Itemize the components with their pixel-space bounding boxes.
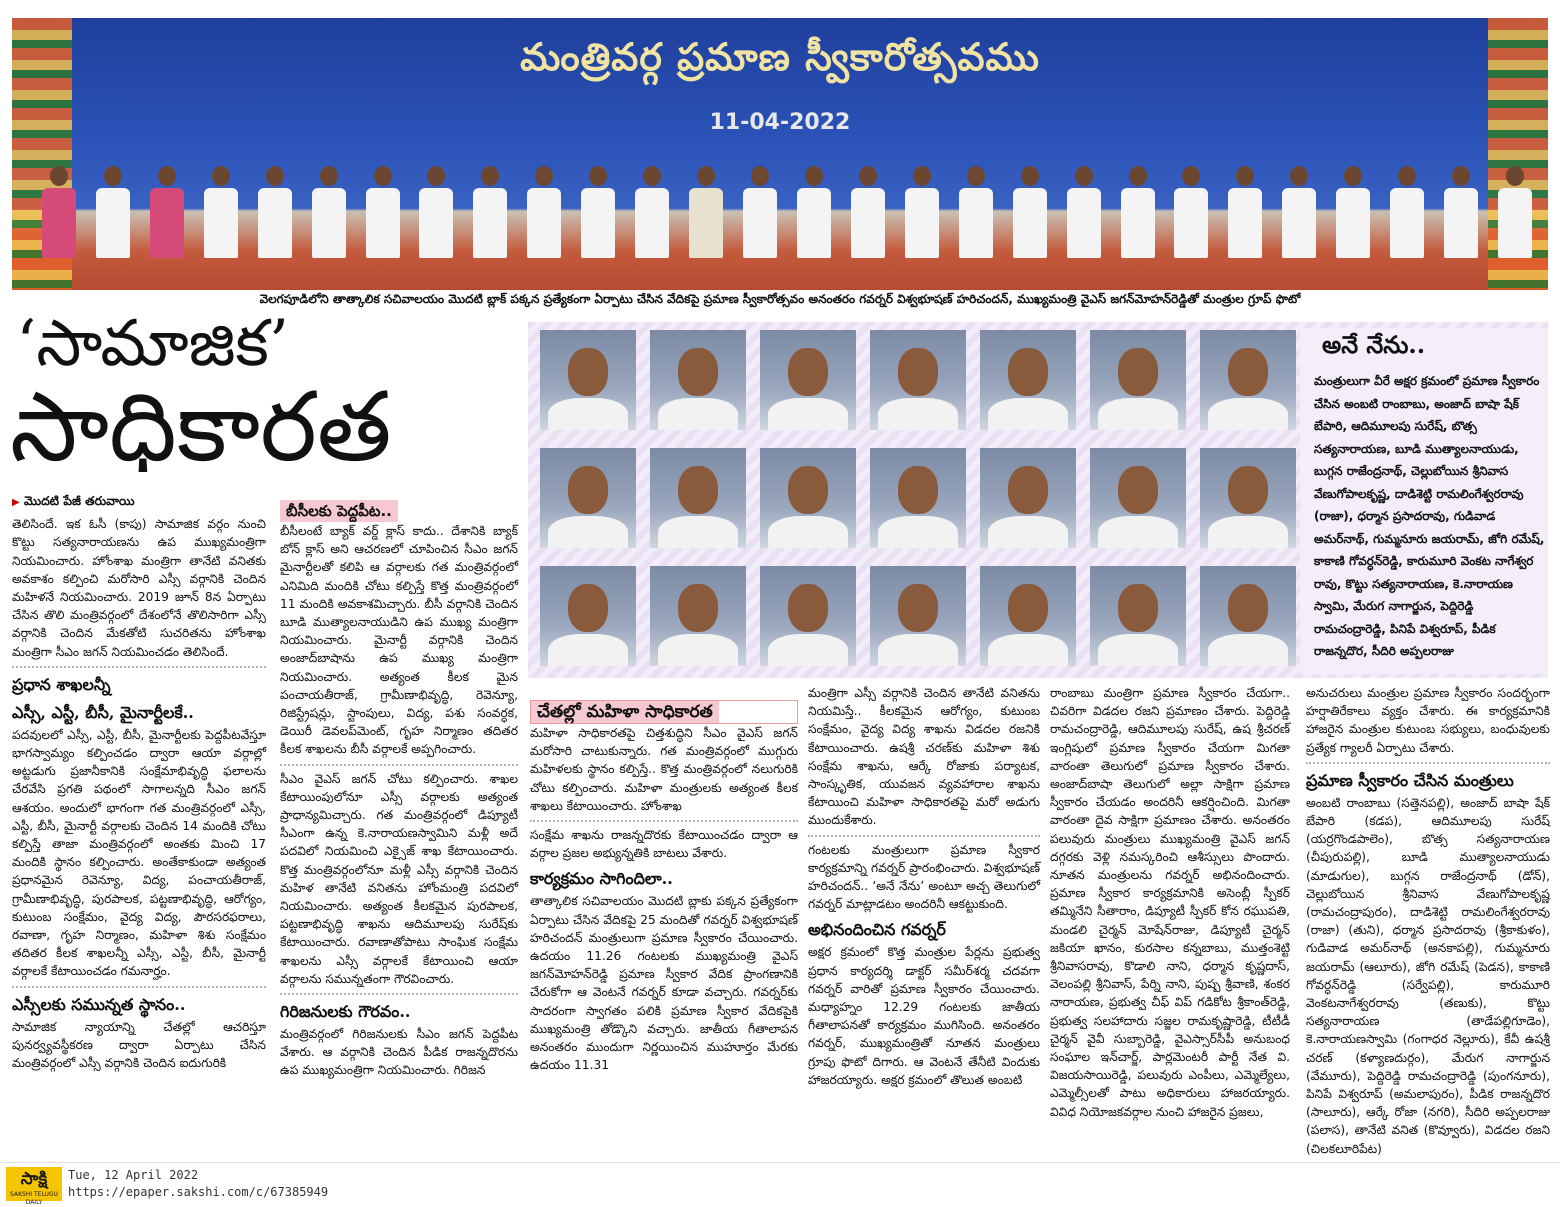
person-silhouette: [797, 166, 831, 258]
paragraph: సామాజిక న్యాయాన్ని చేతల్లో ఆచరిస్తూ పునర్వ్యవస్థీకరణ ద్వారా ఏర్పాటు చేసిన మంత్రివర్గంలో ఎస్సీ వర్గానికి చెందిన ఐదుగురికి: [12, 1019, 266, 1071]
subheading: ప్రధాన శాఖలన్నీ: [12, 674, 111, 694]
minister-portrait: [1200, 448, 1296, 548]
paragraph: మంత్రిగా ఎస్సీ వర్గానికి చెందిన తానేటి వనితను నియమిస్తే.. కీలకమైన ఆరోగ్యం, కుటుంబ సంక్షేమం, వైద్య విద్య శాఖను విడదల రజనికి కేటాయించారు. ఉషశ్రీ చరణ్‌కు మహిళా శిశు సంక్షేమ శాఖను, ఆర్కే రోజాకు పర్యాటక, సాంస్కృతిక, యువజన వ్యవహారాల శాఖను కేటాయించి మహిళా సాధికారతపై మరో అడుగు ముందుకేశారు.: [808, 686, 1040, 828]
person-silhouette: [150, 166, 184, 258]
divider: [12, 666, 266, 668]
paragraph: అనుచరులు మంత్రుల ప్రమాణ స్వీకారం సందర్భంగా హర్షాతిరేకాలు వ్యక్తం చేశారు. ఈ కార్యక్రమానికి హాజరైన మంత్రుల కుటుంబ సభ్యులు, బంధువులకు ప్రత్యేక గ్యాలరీ ఏర్పాటు చేశారు.: [1306, 686, 1550, 755]
minister-portrait: [650, 448, 746, 548]
person-silhouette: [419, 166, 453, 258]
person-silhouette: [473, 166, 507, 258]
paragraph: సీఎం వైఎస్ జగన్ చోటు కల్పించారు. శాఖల కేటాయింపులోనూ ఎస్సీ వర్గాలకు అత్యంత ప్రాధాన్యమిచ్చారు. గత మంత్రివర్గంలో డిప్యూటీ సీఎంగా ఉన్న కె.నారాయణస్వామిని మళ్లీ అదే పదవిలో నియమించి ఎక్సైజ్ శాఖ కేటాయించారు. కొత్త మంత్రివర్గంలోనూ మళ్లీ ఎస్సీ వర్గానికి చెందిన మహిళ తానేటి వనితను హోంమంత్రి పదవిలో నియమించారు. అత్యంత కీలకమైన పురపాలక, పట్టణాభివృద్ధి శాఖను ఆదిమూలపు సురేష్‌కు కేటాయించారు. రవాణాతోపాటు సాంఘిక సంక్షేమ శాఖలను ఎస్సీ వర్గాలకే కేటాయించి ఆయా వర్గాలను సమున్నతంగా గౌరవించారు.: [280, 771, 518, 986]
logo-subtitle: SAKSHI TELUGU DAILY: [10, 1191, 58, 1206]
paragraph: బీసీలంటే బ్యాక్ వర్డ్ క్లాస్ కాదు.. దేశానికి బ్యాక్ బోన్ క్లాస్ అని ఆచరణలో చూపించిన సీఎం జగన్ మైనార్టీలతో కలిపి ఆ వర్గాలకు గత మంత్రివర్గంలో ఎనిమిది మందికి చోటు కల్పిస్తే కొత్త మంత్రివర్గంలో 11 మందికి అవకాశమిచ్చారు. బీసీ వర్గానికి చెందిన బూడి ముత్యాలనాయుడిని ఉప ముఖ్య మంత్రిగా నియమించారు. మైనార్టీ వర్గానికి చెందిన అంజాద్‌బాషాను ఉప ముఖ్య మంత్రిగా నియమించారు. అత్యంత కీలక మైన పంచాయతీరాజ్, గ్రామీణాభివృద్ధి, రెవెన్యూ, రిజిస్ట్రేషన్లు, స్టాంపులు, విద్య, పశు సంవర్ధక, డెయిరీ డెవలప్‌మెంట్, గృహ నిర్మాణం తదితర కీలక శాఖలను బీసీ వర్గాలకే అప్పగించారు.: [280, 524, 518, 757]
group-photo: [12, 18, 1548, 290]
subheading: గిరిజనులకు గౌరవం..: [280, 1002, 411, 1022]
subheading: అభినందించిన గవర్నర్: [808, 920, 946, 940]
photo-caption: వెలగపూడిలోని తాత్కాలిక సచివాలయం మొదటి బ్లాక్ పక్కన ప్రత్యేకంగా ఏర్పాటు చేసిన వేదికపై ప్రమాణ స్వీకారోత్సవం అనంతరం గవర్నర్ విశ్వభూషణ్ హరిచందన్, ముఖ్యమంత్రి వైఎస్ జగన్‌మోహన్‌రెడ్డితో మంత్రుల గ్రూప్ ఫొటో: [259, 292, 1301, 306]
person-silhouette: [905, 166, 939, 258]
divider: [1306, 762, 1550, 764]
person-silhouette: [1498, 166, 1532, 258]
divider: [280, 764, 518, 766]
person-silhouette: [258, 166, 292, 258]
minister-portrait: [540, 448, 636, 548]
subheading: ఎస్సీ, ఎస్టీ, బీసీ, మైనార్టీలకే..: [12, 702, 194, 722]
person-silhouette: [959, 166, 993, 258]
person-silhouette: [527, 166, 561, 258]
person-silhouette: [1174, 166, 1208, 258]
divider: [530, 820, 798, 822]
paragraph: అక్షర క్రమంలో కొత్త మంత్రుల పేర్లను ప్రభుత్వ ప్రధాన కార్యదర్శి డాక్టర్ సమీర్‌శర్మ చదవగా గవర్నర్ వారితో ప్రమాణ స్వీకారం చేయించారు. మధ్యాహ్నం 12.29 గంటలకు జాతీయ గీతాలాపనతో కార్యక్రమం ముగిసింది. అనంతరం గవర్నర్, ముఖ్యమంత్రితో నూతన మంత్రులు గ్రూపు ఫొటో దిగారు. ఆ వెంటనే తేనీటి విందుకు హాజరయ్యారు. అక్షర క్రమంలో తొలుత అంబటి: [808, 945, 1040, 1087]
sakshi-logo[interactable]: [6, 1167, 62, 1206]
anenenu-title: అనే నేను..: [1322, 330, 1426, 359]
paragraph: తాత్కాలిక సచివాలయం మొదటి బ్లాకు పక్కన ప్రత్యేకంగా ఏర్పాటు చేసిన వేదికపై 25 మందితో గవర్నర్ విశ్వభూషణ్ హరిచందన్ మంత్రులుగా ప్రమాణ స్వీకారం చేయించారు. ఉదయం 11.26 గంటలకు ముఖ్యమంత్రి వైఎస్ జగన్‌మోహన్‌రెడ్డి ప్రమాణ స్వీకార వేదిక ప్రాంగణానికి చేరుకోగా ఆ వెంటనే గవర్నర్ కూడా వచ్చారు. గవర్నర్‌కు సాదరంగా స్వాగతం పలికి ప్రమాణ స్వీకార వేదికపైకి ముఖ్యమంత్రి తోడ్కొని వచ్చారు. జాతీయ గీతాలాపన అనంతరం ముందుగా నిర్ణయించిన ముహూర్తం మేరకు ఉదయం 11.31: [530, 894, 798, 1073]
person-silhouette: [689, 166, 723, 258]
person-silhouette: [366, 166, 400, 258]
paragraph: గంటలకు మంత్రులుగా ప్రమాణ స్వీకార కార్యక్రమాన్ని గవర్నర్ ప్రారంభించారు. విశ్వభూషణ్ హరిచందన్.. ‘అనే నేను’ అంటూ అచ్చ తెలుగులో గవర్నర్ మాట్లాడటం అందరినీ ఆకట్టుకుంది.: [808, 842, 1040, 912]
continued-label: మొదటి పేజీ తరువాయి: [23, 494, 135, 508]
person-silhouette: [851, 166, 885, 258]
person-silhouette: [96, 166, 130, 258]
minister-portrait: [980, 566, 1076, 666]
divider: [280, 993, 518, 995]
person-silhouette: [1336, 166, 1370, 258]
headline-line-2: సాధికారత: [10, 371, 392, 483]
minister-portrait: [1200, 566, 1296, 666]
minister-portrait: [870, 448, 966, 548]
person-silhouette: [1121, 166, 1155, 258]
edition-url[interactable]: https://epaper.sakshi.com/c/67385949: [68, 1185, 329, 1199]
banner-date: 11-04-2022: [709, 110, 851, 135]
person-silhouette: [743, 166, 777, 258]
paragraph: పదవులలో ఎస్సీ, ఎస్టీ, బీసీ, మైనార్టీలకు పెద్దపీటవేస్తూ భాగస్వామ్యం కల్పించడం ద్వారా ఆయా వర్గాల్లో అట్టడుగు ప్రజానీకానికి సంక్షేమాభివృద్ధి ఫలాలను చేరవేసి ప్రగతి పథంలో సాగాలన్నది సీఎం జగన్ ఆశయం. అందులో భాగంగా గత మంత్రివర్గంలో ఎస్సీ, ఎస్టీ, బీసీ, మైనార్టీ వర్గాలకు చెందిన 14 మందికి చోటు కల్పిస్తే తాజా మంత్రివర్గంలో అంతకు మించి 17 మందికి స్థానం కల్పించారు. అంతేకాకుండా అత్యంత ప్రధానమైన రెవెన్యూ, విద్య, పంచాయతీరాజ్, గ్రామీణాభివృద్ధి, పురపాలక, పట్టణాభివృద్ధి, ఆరోగ్యం, కుటుంబ సంక్షేమం, వైద్య విద్య, పౌరసరఫరాలు, రవాణా, గృహ నిర్మాణం, మహిళా శిశు సంక్షేమం తదితర కీలక శాఖలన్నీ ఎస్సీ, ఎస్టీ, బీసీ, మైనార్టీ వర్గాలకే కేటాయించడం గమనార్హం.: [12, 727, 266, 979]
person-silhouette: [42, 166, 76, 258]
banner-title: మంత్రివర్గ ప్రమాణ స్వీకారోత్సవము: [520, 34, 1040, 79]
person-silhouette: [1444, 166, 1478, 258]
footer-bar: [0, 1162, 1560, 1205]
logo-text: సాక్షి: [20, 1169, 48, 1189]
article-column-5: [1050, 684, 1290, 1124]
minister-portrait: [1090, 448, 1186, 548]
continued-arrow-icon: ▶: [12, 497, 20, 508]
minister-portrait: [870, 330, 966, 430]
minister-portrait: [980, 330, 1076, 430]
minister-portrait: [980, 448, 1076, 548]
paragraph: అంబటి రాంబాబు (సత్తెనపల్లి), అంజాద్ బాషా షేక్ బేపారి (కడప), ఆదిమూలపు సురేష్ (యర్రగొండపాలెం), బొత్స సత్యనారాయణ (చీపురుపల్లి), బూడి ముత్యాలనాయుడు (మాడుగుల), బుగ్గన రాజేంద్రనాథ్ (డోన్), చెల్లుబోయిన శ్రీనివాస వేణుగోపాలకృష్ణ (రామచంద్రాపురం), దాడిశెట్టి రామలింగేశ్వరరావు (రాజా) (తుని), ధర్మాన ప్రసాదరావు (శ్రీకాకుళం), గుడివాడ అమర్‌నాథ్ (అనకాపల్లి), గుమ్మనూరు జయరామ్ (ఆలూరు), జోగి రమేష్ (పెడన), కాకాణి గోవర్ధన్‌రెడ్డి (సర్వేపల్లి), కారుమూరి వెంకటనాగేశ్వరరావు (తణుకు), కొట్టు సత్యనారాయణ (తాడేపల్లిగూడెం), కె.నారాయణస్వామి (గంగాధర నెల్లూరు), కేవీ ఉషశ్రీ చరణ్ (కళ్యాణదుర్గం), మేరుగ నాగార్జున (వేమూరు), పెద్దిరెడ్డి రామచంద్రారెడ్డి (పుంగనూరు), పినిపే విశ్వరూప్ (అమలాపురం), పీడిక రాజన్నదొర (సాలూరు), ఆర్కే రోజా (నగరి), సీదిరి అప్పలరాజు (పలాస), తానేటి వనిత (కొవ్వూరు), విడదల రజని (చిలకలూరిపేట): [1306, 795, 1550, 1156]
minister-portrait: [760, 448, 856, 548]
divider: [12, 986, 266, 988]
person-silhouette: [1282, 166, 1316, 258]
article-column-4: [808, 684, 1040, 1092]
article-column-6: [1306, 684, 1550, 1161]
minister-portrait: [870, 566, 966, 666]
person-silhouette: [581, 166, 615, 258]
paragraph: సంక్షేమ శాఖను రాజన్నదొరకు కేటాయించడం ద్వారా ఆ వర్గాల ప్రజల అభ్యున్నతికి బాటలు వేశారు.: [530, 828, 798, 861]
minister-portrait: [650, 566, 746, 666]
article-column-3: [530, 700, 798, 1077]
minister-portrait: [540, 566, 636, 666]
minister-portrait: [760, 330, 856, 430]
paragraph: మంత్రివర్గంలో గిరిజనులకు సీఎం జగన్ పెద్దపీట వేశారు. ఆ వర్గానికి చెందిన పీడిక రాజన్నదొరను ఉప ముఖ్యమంత్రిగా నియమించారు. గిరిజన: [280, 1027, 518, 1078]
minister-portrait: [650, 330, 746, 430]
subheading: బీసీలకు పెద్దపీట..: [280, 500, 398, 522]
divider: [808, 835, 1040, 837]
paragraph: రాంబాబు మంత్రిగా ప్రమాణ స్వీకారం చేయగా.. చివరిగా విడదల రజని ప్రమాణం చేశారు. పెద్దిరెడ్డి రామచంద్రారెడ్డి, ఆదిమూలపు సురేష్, ఉష శ్రీచరణ్ ఇంగ్లిషులో ప్రమాణ స్వీకారం చేయగా మిగతా వారంతా తెలుగులో ప్రమాణ స్వీకారం చేశారు. అంజాద్‌బాషా తెలుగులో అల్లా సాక్షిగా ప్రమాణ స్వీకారం చేయడం అందరినీ ఆకర్షించింది. మిగతా వారంతా దైవ సాక్షిగా ప్రమాణం చేశారు. అనంతరం పలువురు మంత్రులు ముఖ్యమంత్రి వైఎస్ జగన్ దగ్గరకు వెళ్లి నమస్కరించి ఆశీస్సులు పొందారు. నూతన మంత్రులను గవర్నర్ అభినందించారు. ప్రమాణ స్వీకార కార్యక్రమానికి అసెంబ్లీ స్పీకర్ తమ్మినేని సీతారాం, డిప్యూటీ స్పీకర్ కోన రఘుపతి, మండలి చైర్మన్ మోషేన్‌రాజు, డిప్యూటీ చైర్మన్ జకియా ఖానం, కురసాల కన్నబాబు, ముత్తంశెట్టి శ్రీనివాసరావు, కొడాలి నాని, ధర్మాన కృష్ణదాస్, వెలంపల్లి శ్రీనివాస్, పేర్ని నాని, పుష్ప శ్రీవాణి, శంకర నారాయణ, ప్రభుత్వ చీఫ్ విప్ గడికోట శ్రీకాంత్‌రెడ్డి, ప్రభుత్వ సలహాదారు సజ్జల రామకృష్ణారెడ్డి, టీటీడీ చైర్మన్ వైవీ సుబ్బారెడ్డి, వైఎస్సార్‌సీపీ అనుబంధ సంఘాల ఇన్‌చార్జ్, పార్లమెంటరీ పార్టీ నేత వి. విజయసాయిరెడ్డి, పలువురు ఎంపీలు, ఎమ్మెల్యేలు, ఎమ్మెల్సీలతో పాటు అధికారులు హాజరయ్యారు. వివిధ నియోజకవర్గాల నుంచి హాజరైన ప్రజలు,: [1050, 686, 1290, 1119]
article-column-2: [280, 500, 518, 1083]
person-silhouette: [635, 166, 669, 258]
paragraph: మహిళా సాధికారతపై చిత్తశుద్ధిని సీఎం వైఎస్ జగన్ మరోసారి చాటుకున్నారు. గత మంత్రివర్గంలో ముగ్గురు మహిళలకు స్థానం కల్పిస్తే.. కొత్త మంత్రివర్గంలో నలుగురికి చోటు కల్పించారు. మహిళా మంత్రులకు అత్యంత కీలక శాఖలు కేటాయించారు. హోంశాఖ: [530, 726, 798, 813]
subheading: ప్రమాణ స్వీకారం చేసిన మంత్రులు: [1306, 770, 1514, 790]
minister-portrait: [540, 330, 636, 430]
minister-portrait: [1090, 330, 1186, 430]
subheading: చేతల్లో మహిళా సాధికారత: [531, 701, 719, 723]
minister-portrait: [1200, 330, 1296, 430]
person-silhouette: [204, 166, 238, 258]
person-silhouette: [1013, 166, 1047, 258]
person-silhouette: [1067, 166, 1101, 258]
paragraph: తెలిసిందే. ఇక ఓసీ (కాపు) సామాజిక వర్గం నుంచి కొట్టు సత్యనారాయణను ఉప ముఖ్యమంత్రిగా నియమించారు. హోంశాఖ మంత్రిగా తానేటి వనితకు అవకాశం కల్పించి మరోసారి ఎస్సీ వర్గానికి చెందిన మహిళనే నియమించారు. 2019 జూన్ 8న ఏర్పాటు చేసిన తొలి మంత్రివర్గంలో దేశంలోనే తొలిసారిగా ఎస్సీ వర్గానికి చెందిన మేకతోటి సుచరితను హోంశాఖ మంత్రిగా సీఎం జగన్ నియమించడం తెలిసిందే.: [12, 517, 266, 659]
minister-portrait: [1090, 566, 1186, 666]
headline-line-1: ‘సామాజిక’: [16, 307, 290, 381]
article-column-1: [12, 492, 266, 1075]
subheading: ఎస్సీలకు సమున్నత స్థానం..: [12, 994, 186, 1014]
minister-portrait: [760, 566, 856, 666]
subheading: కార్యక్రమం సాగిందిలా..: [530, 869, 673, 889]
anenenu-text: మంత్రులుగా వీరే అక్షర క్రమంలో ప్రమాణ స్వీకారం చేసిన అంబటి రాంబాబు, అంజాద్ బాషా షేక్ బేపారి, ఆదిమూలపు సురేష్, బొత్స సత్యనారాయణ, బూడి ముత్యాలనాయుడు, బుగ్గన రాజేంద్రనాథ్, చెల్లుబోయిన శ్రీనివాస వేణుగోపాలకృష్ణ, దాడిశెట్టి రామలింగేశ్వరరావు (రాజా), ధర్మాన ప్రసాదరావు, గుడివాడ అమర్‌నాథ్, గుమ్మనూరు జయరామ్, జోగి రమేష్, కాకాణి గోవర్ధన్‌రెడ్డి, కారుమూరి వెంకట నాగేశ్వర రావు, కొట్టు సత్యనారాయణ, కె.నారాయణ స్వామి, మేరుగ నాగార్జున, పెద్దిరెడ్డి రామచంద్రారెడ్డి, పినిపే విశ్వరూప్, పీడిక రాజన్నదొర, సీదిరి అప్పలరాజు: [1314, 374, 1545, 658]
person-silhouette: [312, 166, 346, 258]
person-silhouette: [1390, 166, 1424, 258]
edition-date: Tue, 12 April 2022: [68, 1168, 199, 1182]
person-silhouette: [1228, 166, 1262, 258]
people-row: [32, 138, 1528, 258]
